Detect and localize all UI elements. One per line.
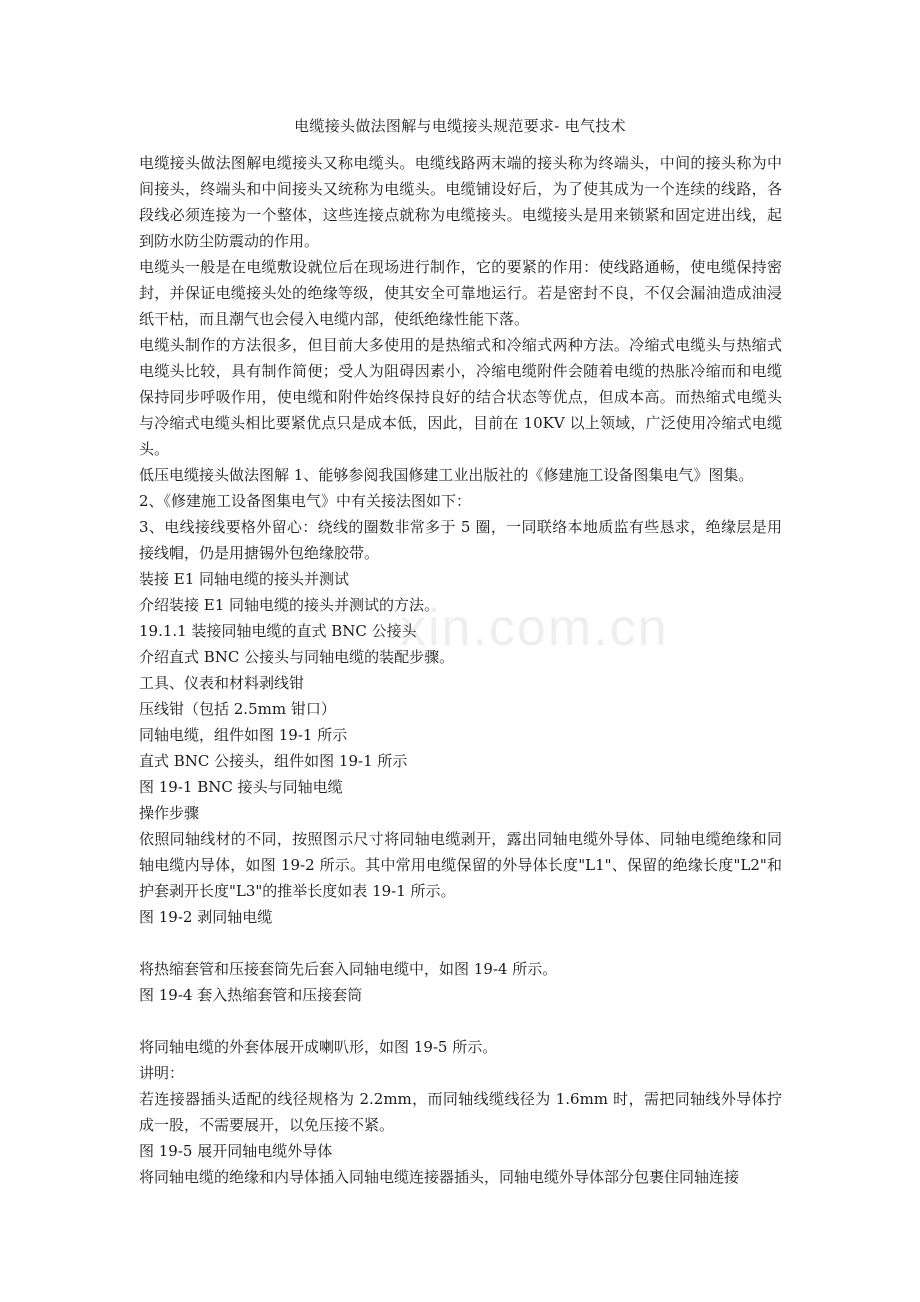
paragraph: 工具、仪表和材料剥线钳 [139, 674, 305, 692]
figure-caption: 图 19-2 剥同轴电缆 [139, 908, 273, 926]
paragraph: 讲明： [139, 1064, 185, 1082]
paragraph: 同轴电缆，组件如图 19-1 所示 [139, 726, 348, 744]
paragraph: 电缆头制作的方法很多，但目前大多使用的是热缩式和冷缩式两种方法。冷缩式电缆头与热缩式电缆头比较，具有制作简便；受人为阻碍因素小，冷缩电缆附件会随着电缆的热胀冷缩而和电缆保持同步呼吸作用，使电缆和附件始终保持良好的结合状态等优点，但成本高。而热缩式电缆头与冷缩式电缆头相比要紧优点只是成本低，因此，目前在 10KV 以上领域，广泛使用冷缩式电缆头。 [139, 336, 782, 458]
paragraph: 将热缩套管和压接套筒先后套入同轴电缆中，如图 19-4 所示。 [139, 960, 558, 978]
paragraph: 直式 BNC 公接头，组件如图 19-1 所示 [139, 752, 408, 770]
subsection-heading: 19.1.1 装接同轴电缆的直式 BNC 公接头 [139, 622, 417, 640]
paragraph: 若连接器插头适配的线径规格为 2.2mm，而同轴线缆线径为 1.6mm 时，需把同轴线外导体拧成一股，不需要展开，以免压接不紧。 [139, 1090, 782, 1134]
section-heading: 装接 E1 同轴电缆的接头并测试 [139, 570, 350, 588]
document-title: 电缆接头做法图解与电缆接头规范要求- 电气技术 [294, 117, 626, 135]
watermark: xin.com.cn [400, 599, 669, 657]
blank-line [139, 930, 782, 956]
paragraph: 将同轴电缆的外套体展开成喇叭形，如图 19-5 所示。 [139, 1038, 498, 1056]
figure-caption: 图 19-1 BNC 接头与同轴电缆 [139, 778, 343, 796]
paragraph: 将同轴电缆的绝缘和内导体插入同轴电缆连接器插头，同轴电缆外导体部分包裹住同轴连接 [139, 1168, 740, 1186]
paragraph: 2、《修建施工设备图集电气》中有关接法图如下： [139, 492, 472, 510]
paragraph: 3、电线接线要格外留心：绕线的圈数非常多于 5 圈，一同联络本地质监有些恳求，绝缘层是用接线帽，仍是用搪锡外包绝缘胶带。 [139, 518, 782, 562]
paragraph: 依照同轴线材的不同，按照图示尺寸将同轴电缆剥开，露出同轴电缆外导体、同轴电缆绝缘和同轴电缆内导体，如图 19-2 所示。其中常用电缆保留的外导体长度"L1"、保留的绝缘长度"L2"和护套剥开长度"L3"的推举长度如表 19-1 所示。 [139, 830, 782, 900]
paragraph: 电缆头一般是在电缆敷设就位后在现场进行制作，它的要紧的作用：使线路通畅，使电缆保持密封，并保证电缆接头处的绝缘等级，使其安全可靠地运行。若是密封不良，不仅会漏油造成油浸纸干枯，而且潮气也会侵入电缆内部，使纸绝缘性能下落。 [139, 258, 782, 328]
paragraph: 介绍装接 E1 同轴电缆的接头并测试的方法。 [139, 596, 440, 614]
paragraph: 压线钳（包括 2.5mm 钳口） [139, 700, 336, 718]
paragraph: 操作步骤 [139, 804, 200, 822]
paragraph: 电缆接头做法图解电缆接头又称电缆头。电缆线路两末端的接头称为终端头，中间的接头称为中间接头，终端头和中间接头又统称为电缆头。电缆铺设好后，为了使其成为一个连续的线路，各段线必须连接为一个整体，这些连接点就称为电缆接头。电缆接头是用来锁紧和固定进出线，起到防水防尘防震动的作用。 [139, 154, 782, 250]
document-body [139, 150, 782, 1190]
paragraph: 介绍直式 BNC 公接头与同轴电缆的装配步骤。 [139, 648, 455, 666]
paragraph: 低压电缆接头做法图解 1、能够参阅我国修建工业出版社的《修建施工设备图集电气》图集。 [139, 466, 754, 484]
figure-caption: 图 19-5 展开同轴电缆外导体 [139, 1142, 333, 1160]
blank-line [139, 1008, 782, 1034]
figure-caption: 图 19-4 套入热缩套管和压接套筒 [139, 986, 363, 1004]
